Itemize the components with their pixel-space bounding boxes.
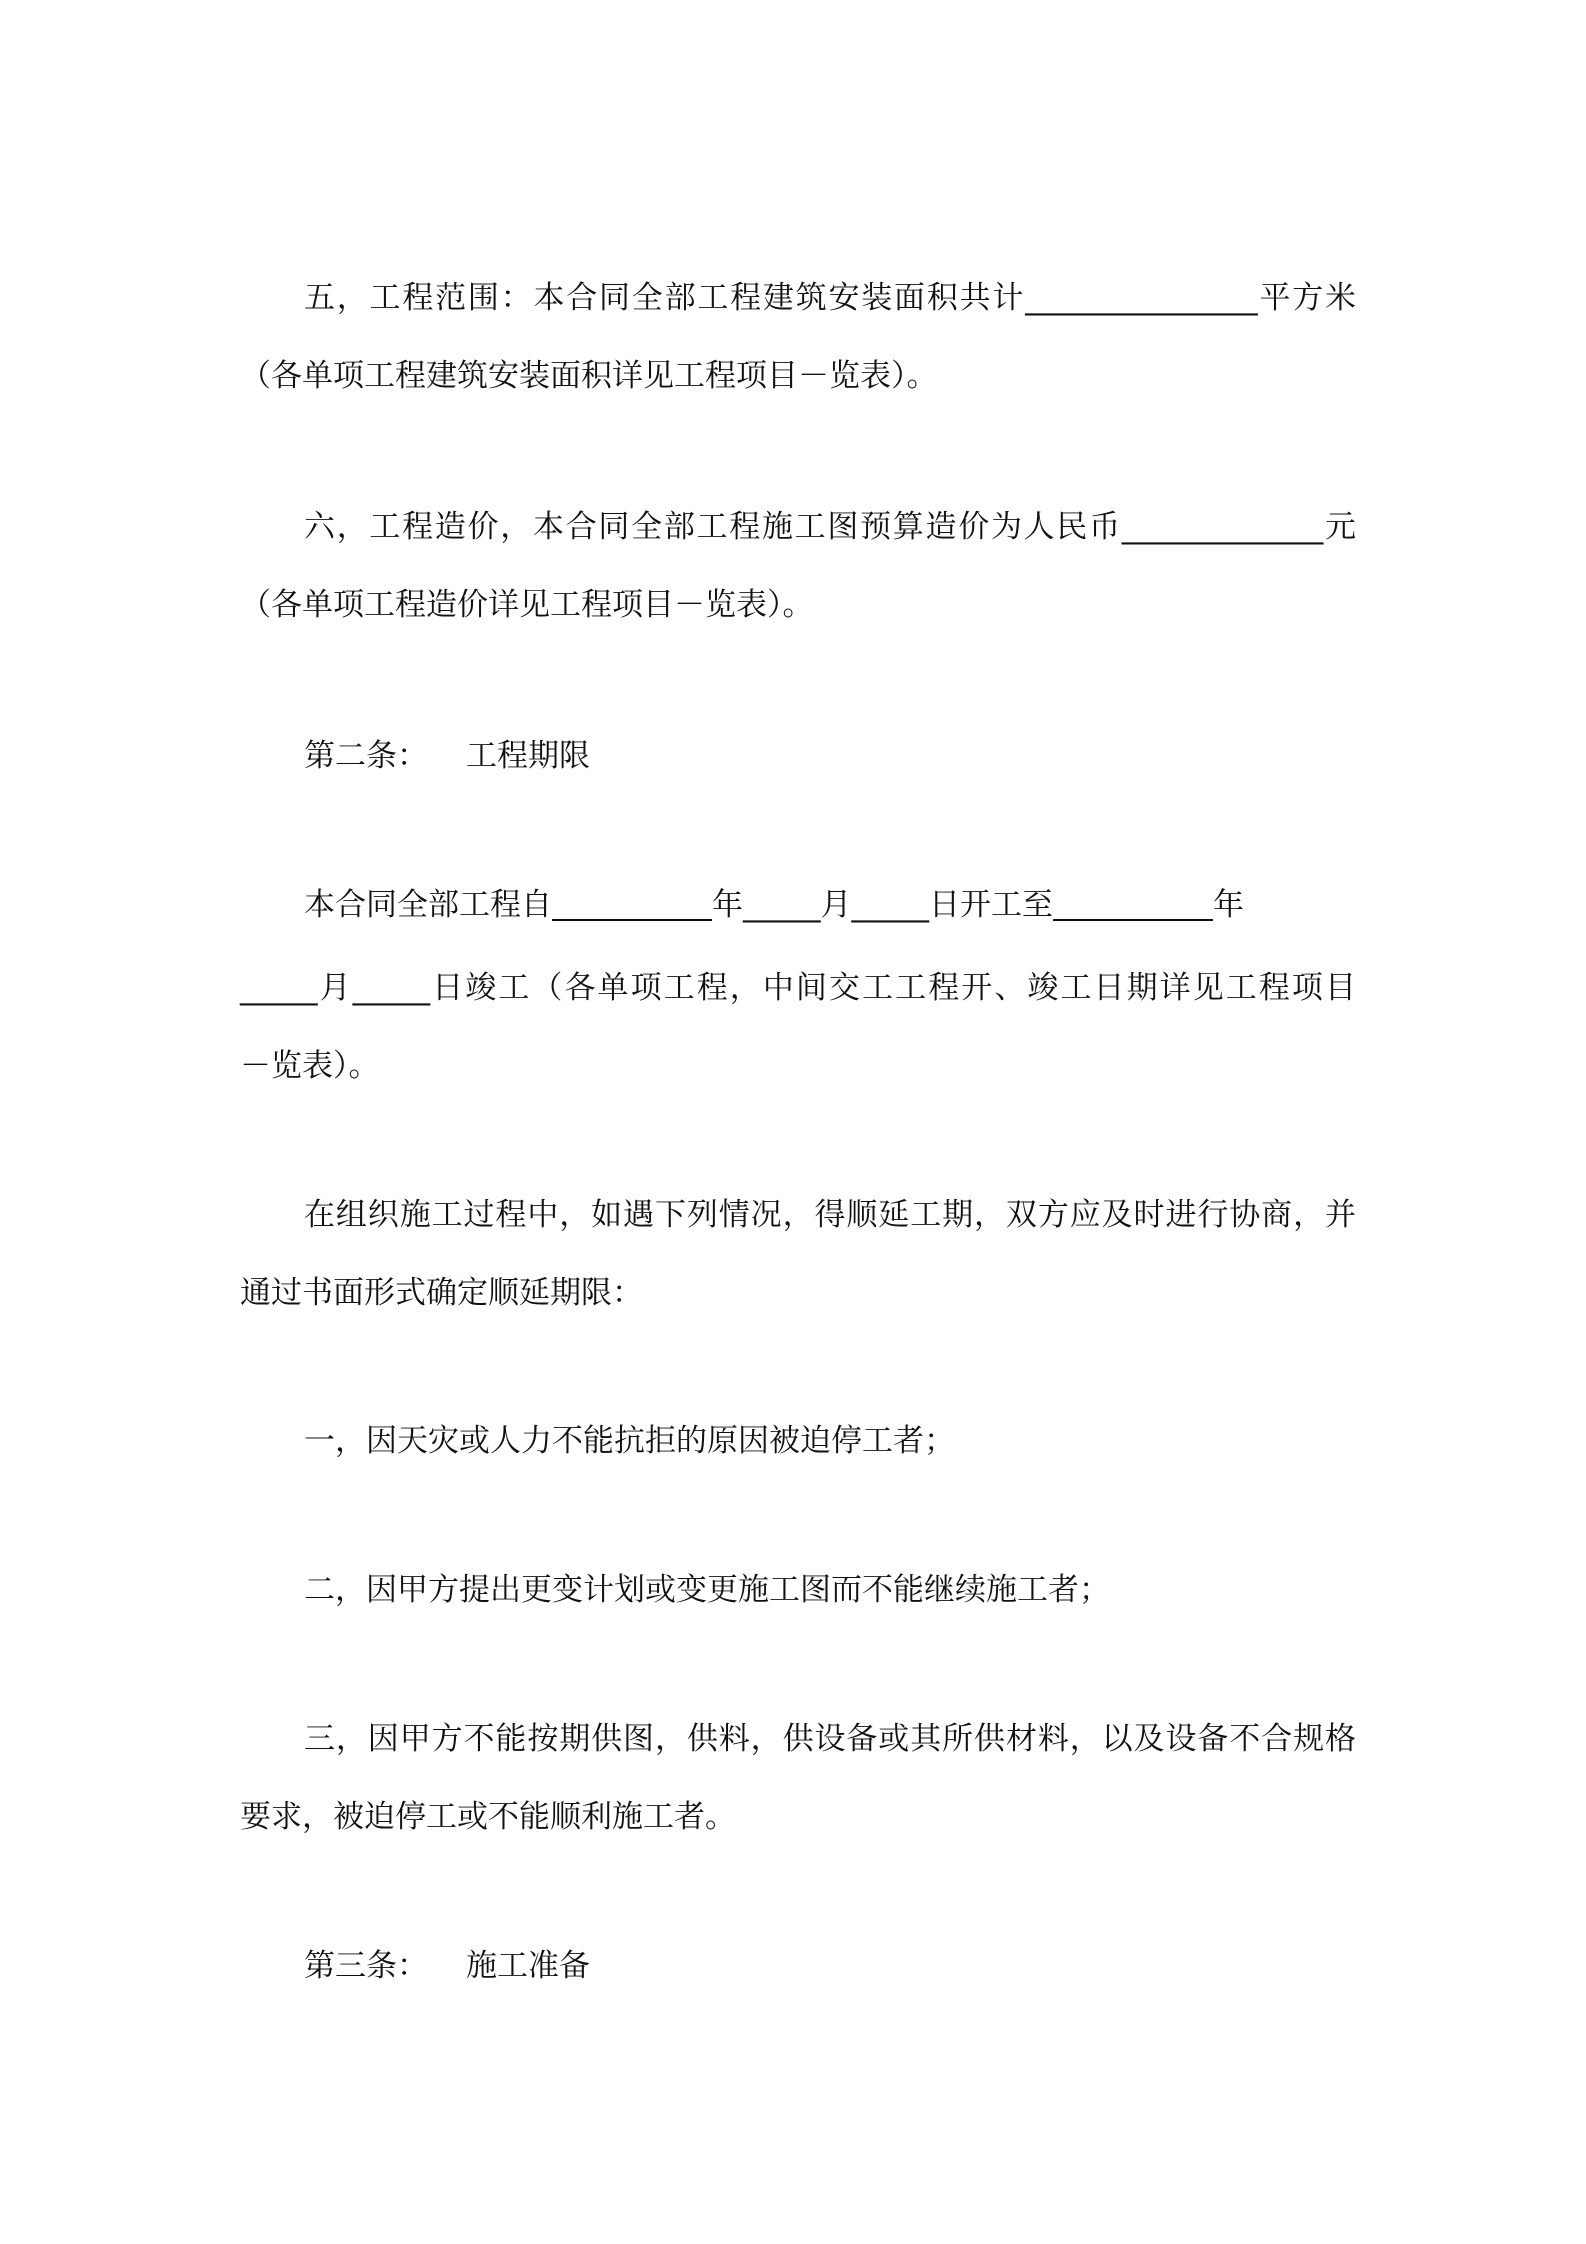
delay-item-2: 二，因甲方提出更变计划或变更施工图而不能继续施工者； bbox=[304, 1572, 1110, 1608]
delay-line-1: 在组织施工过程中，如遇下列情况，得顺延工期，双方应及时进行协商，并 bbox=[304, 1197, 1356, 1233]
period-mid-text: 年_____月_____日开工至 bbox=[712, 887, 1053, 923]
delay-line-2: 通过书面形式确定顺延期限： bbox=[240, 1275, 643, 1311]
article-3-title: 施工准备 bbox=[466, 1948, 590, 1984]
period-end-year-text: 年 bbox=[1213, 887, 1244, 923]
article-3-heading bbox=[304, 1943, 1356, 1989]
delay-item-1: 一，因天灾或人力不能抗拒的原因被迫停工者； bbox=[304, 1423, 955, 1459]
period-line-3: －览表）。 bbox=[240, 1048, 380, 1084]
article-2-title: 工程期限 bbox=[466, 738, 590, 774]
clause-5-line-2: （各单项工程建筑安装面积详见工程项目－览表）。 bbox=[240, 358, 938, 394]
clause-6-line-1: 六，工程造价，本合同全部工程施工图预算造价为人民币_____________元 bbox=[304, 509, 1356, 545]
delay-item-3-line-2: 要求，被迫停工或不能顺利施工者。 bbox=[240, 1799, 736, 1835]
delay-item-3-line-1: 三，因甲方不能按期供图，供料，供设备或其所供材料，以及设备不合规格 bbox=[304, 1721, 1356, 1757]
period-line-2: _____月_____日竣工（各单项工程，中间交工工程开、竣工日期详见工程项目 bbox=[240, 970, 1356, 1006]
article-3-number: 第三条： bbox=[304, 1948, 428, 1984]
start-year-blank bbox=[552, 889, 712, 921]
article-2-heading bbox=[304, 733, 1356, 779]
end-year-blank bbox=[1053, 889, 1213, 921]
period-start-text: 本合同全部工程自 bbox=[304, 887, 552, 923]
clause-6-line-2: （各单项工程造价详见工程项目－览表）。 bbox=[240, 587, 814, 623]
article-2-number: 第二条： bbox=[304, 738, 428, 774]
period-line-1 bbox=[304, 882, 1356, 928]
clause-5-line-1: 五，工程范围：本合同全部工程建筑安装面积共计_______________平方米 bbox=[304, 280, 1356, 316]
